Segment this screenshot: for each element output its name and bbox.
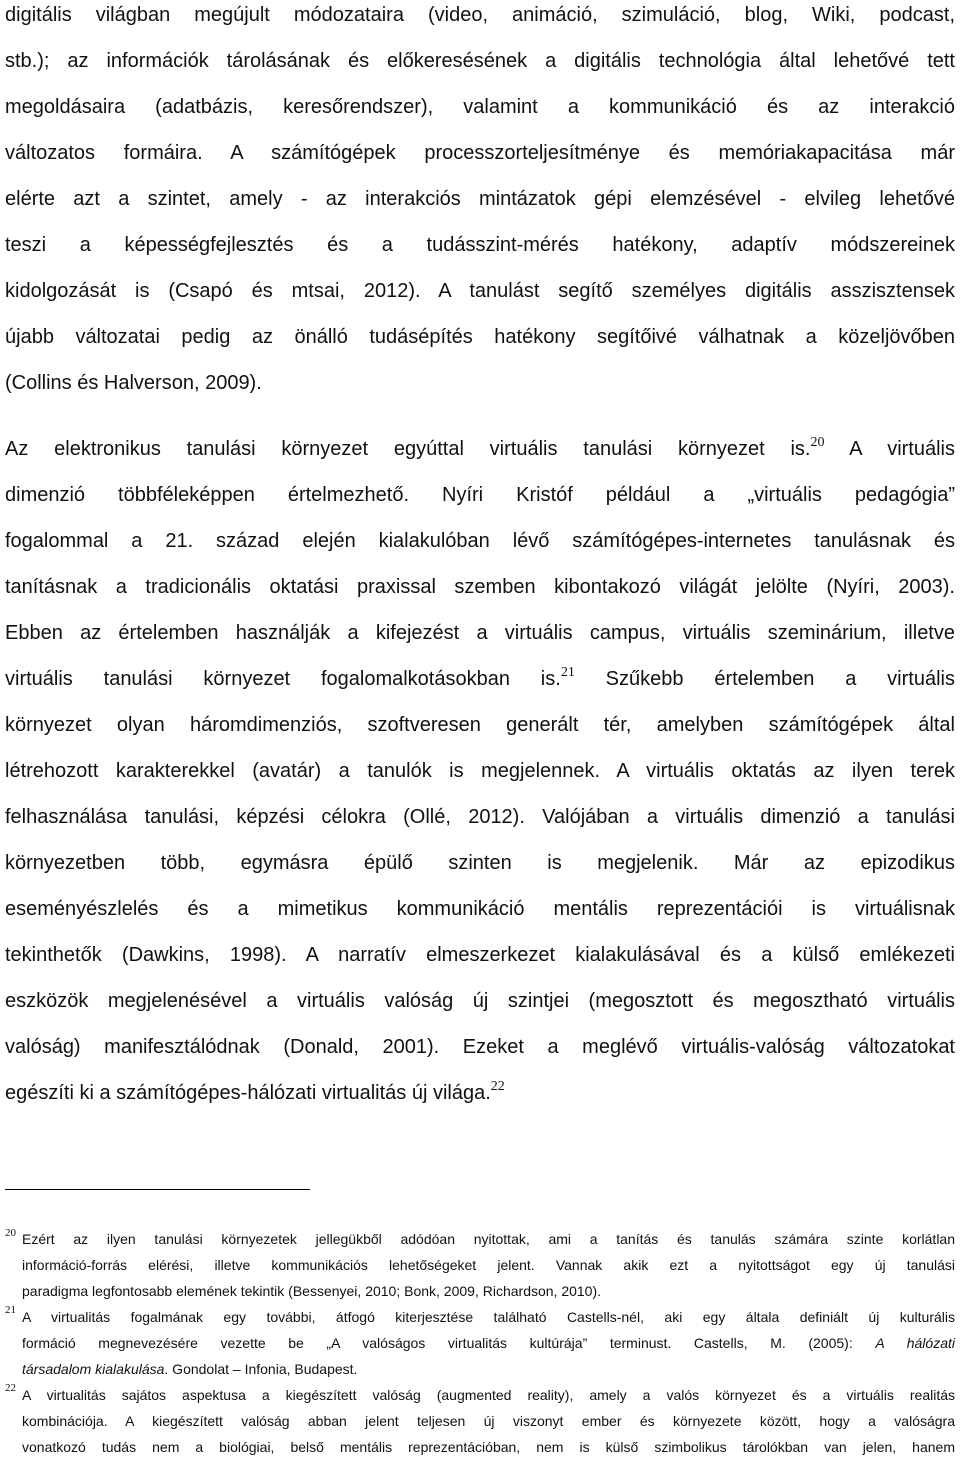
- body-line: [5, 1080, 955, 1106]
- body-line: környezet olyan háromdimenziós, szoftveresen generált tér, amelyben számítógépek által: [5, 714, 955, 736]
- body-line: eszközök megjelenésével a virtuális valóság új szintjei (megosztott és megosztható virtuális: [5, 990, 955, 1012]
- footnote-ref-22[interactable]: 22: [490, 1079, 505, 1094]
- body-line: (Collins és Halverson, 2009).: [5, 372, 262, 394]
- body-line: tekinthetők (Dawkins, 1998). A narratív elmeszerkezet kialakulásával és a külső emlékezeti: [5, 944, 955, 966]
- footnote-ref-21[interactable]: 21: [560, 665, 575, 680]
- body-text: virtuális tanulási környezet fogalomalkotásokban is.: [5, 668, 561, 690]
- footnote-line: információ-forrás elérési, illetve kommunikációs lehetőségeket jelent. Vannak akik ezt a nyitottságot egy új tanulási: [22, 1257, 955, 1273]
- body-line: tanításnak a tradicionális oktatási praxissal szemben kibontakozó világát jelölte (Nyíri, 2003).: [5, 576, 955, 598]
- body-line: [5, 436, 955, 462]
- body-text: A virtuális: [824, 438, 955, 460]
- body-text: egészíti ki a számítógépes-hálózati virtualitás új világa.: [5, 1082, 491, 1104]
- body-line: újabb változatai pedig az önálló tudásépítés hatékony segítőivé válhatnak a közeljövőben: [5, 326, 955, 348]
- footnote-text: . Gondolat – Infonia, Budapest.: [164, 1361, 358, 1377]
- footnote-book-title: társadalom kialakulása: [22, 1361, 165, 1377]
- footnote-line: A virtualitás sajátos aspektusa a kiegészített valóság (augmented reality), amely a valós környezet és a virtuális realitás: [22, 1387, 955, 1403]
- body-line: változatos formáira. A számítógépek processzorteljesítménye és memóriakapacitása már: [5, 142, 955, 164]
- footnote-line: Ezért az ilyen tanulási környezetek jellegükből adódóan nyitottak, ami a tanítás és tanulás számára szinte korlátlan: [22, 1231, 955, 1247]
- footnote-line: [22, 1360, 955, 1378]
- body-text: Az elektronikus tanulási környezet egyúttal virtuális tanulási környezet is.: [5, 438, 811, 460]
- body-line: stb.); az információk tárolásának és előkeresésének a digitális technológia által lehetővé tett: [5, 50, 955, 72]
- body-line: létrehozott karakterekkel (avatár) a tanulók is megjelennek. A virtuális oktatás az ilyen terek: [5, 760, 955, 782]
- body-line: teszi a képességfejlesztés és a tudásszint-mérés hatékony, adaptív módszereinek: [5, 234, 955, 256]
- footnote-book-title: A hálózati: [875, 1335, 955, 1351]
- body-line: [5, 666, 955, 692]
- footnote-separator: [5, 1189, 310, 1190]
- footnote-mark-21: 21: [5, 1304, 16, 1316]
- body-line: felhasználása tanulási, képzési célokra (Ollé, 2012). Valójában a virtuális dimenzió a tanulási: [5, 806, 955, 828]
- body-line: fogalommal a 21. század elején kialakulóban lévő számítógépes-internetes tanulásnak és: [5, 530, 955, 552]
- footnote-ref-20[interactable]: 20: [810, 435, 825, 450]
- footnote-line: A virtualitás fogalmának egy további, átfogó kiterjesztése található Castells-nél, aki egy általa definiált új kulturális: [22, 1309, 955, 1325]
- body-line: Ebben az értelemben használják a kifejezést a virtuális campus, virtuális szeminárium, illetve: [5, 622, 955, 644]
- footnote-mark-20: 20: [5, 1227, 16, 1239]
- footnote-line: kombinációja. A kiegészített valóság abban jelent teljesen új viszonyt ember és környezete között, hogy a valóságra: [22, 1413, 955, 1429]
- footnote-mark-22: 22: [5, 1382, 16, 1394]
- body-line: elérte azt a szintet, amely - az interakciós mintázatok gépi elemzésével - elvileg lehetővé: [5, 188, 955, 210]
- body-line: dimenzió többféleképpen értelmezhető. Nyíri Kristóf például a „virtuális pedagógia”: [5, 484, 955, 506]
- body-line: valóság) manifesztálódnak (Donald, 2001). Ezeket a meglévő virtuális-valóság változatokat: [5, 1036, 955, 1058]
- body-line: digitális világban megújult módozataira (video, animáció, szimuláció, blog, Wiki, podcast,: [5, 4, 955, 26]
- footnote-line: paradigma legfontosabb elemének tekintik (Bessenyei, 2010; Bonk, 2009, Richardson, 2010).: [22, 1283, 602, 1299]
- body-text: Szűkebb értelemben a virtuális: [574, 668, 955, 690]
- footnote-text: formáció megnevezésére vezette be „A valóságos virtualitás kultúrája” terminust. Castells, M. (2005):: [22, 1335, 876, 1351]
- footnote-line: vonatkozó tudás nem a biológiai, belső mentális reprezentációban, nem is külső szimbolikus tárolókban van jelen, hanem: [22, 1439, 955, 1455]
- body-line: eseményészlelés és a mimetikus kommunikáció mentális reprezentációi is virtuálisnak: [5, 898, 955, 920]
- body-line: környezetben több, egymásra épülő szinten is megjelenik. Már az epizodikus: [5, 852, 955, 874]
- body-line: kidolgozását is (Csapó és mtsai, 2012). A tanulást segítő személyes digitális asszisztensek: [5, 280, 955, 302]
- footnote-line: [22, 1334, 955, 1352]
- body-line: megoldásaira (adatbázis, keresőrendszer), valamint a kommunikáció és az interakció: [5, 96, 955, 118]
